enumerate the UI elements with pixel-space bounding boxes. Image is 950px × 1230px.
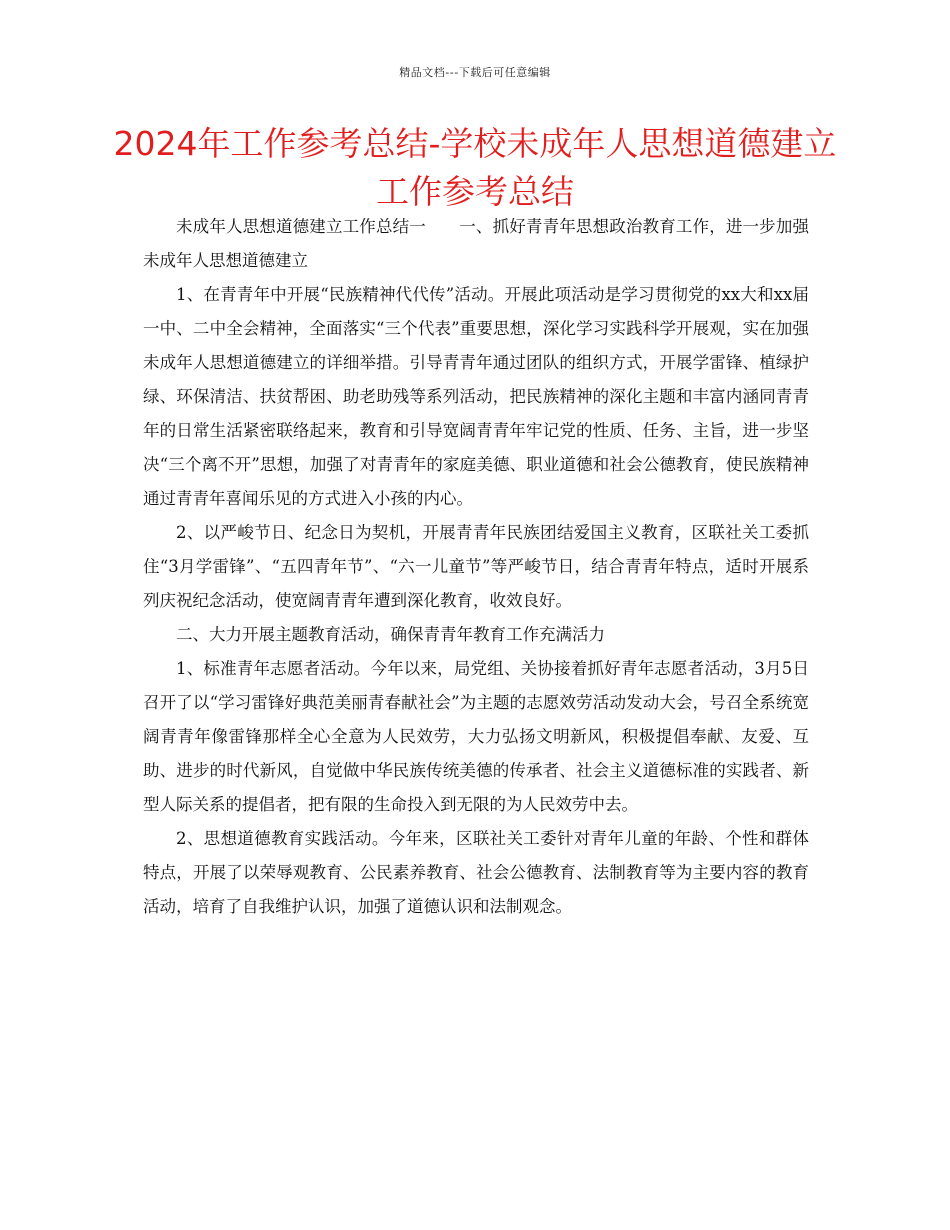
paragraph: 未成年人思想道德建立工作总结一 一、抓好青青年思想政治教育工作，进一步加强未成年人思想道德建立 [143, 217, 809, 270]
paragraph: 1、标准青年志愿者活动。今年以来，局党组、关协接着抓好青年志愿者活动，3月5日召开了以“学习雷锋好典范美丽青春献社会”为主题的志愿效劳活动发动大会，号召全系统宽阔青青年像雷锋那样全心全意为人民效劳，大力弘扬文明新风，积极提倡奉献、友爱、互助、进步的时代新风，自觉做中华民族传统美德的传承者、社会主义道德标准的实践者、新型人际关系的提倡者，把有限的生命投入到无限的为人民效劳中去。 [143, 659, 809, 814]
paragraph: 1、在青青年中开展“民族精神代代传”活动。开展此项活动是学习贯彻党的xx大和xx届一中、二中全会精神，全面落实“三个代表”重要思想，深化学习实践科学开展观，实在加强未成年人思想道德建立的详细举措。引导青青年通过团队的组织方式，开展学雷锋、植绿护绿、环保清洁、扶贫帮困、助老助残等系列活动，把民族精神的深化主题和丰富内涵同青青年的日常生活紧密联络起来，教育和引导宽阔青青年牢记党的性质、任务、主旨，进一步坚决“三个离不开”思想，加强了对青青年的家庭美德、职业道德和社会公德教育，使民族精神通过青青年喜闻乐见的方式进入小孩的内心。 [143, 285, 809, 508]
header-note: 精品文档---下载后可任意编辑 [399, 66, 551, 79]
paragraph: 二、大力开展主题教育活动，确保青青年教育工作充满活力 [176, 625, 605, 644]
paragraph: 2、以严峻节日、纪念日为契机，开展青青年民族团结爱国主义教育，区联社关工委抓住“3月学雷锋”、“五四青年节”、“六一儿童节”等严峻节日，结合青青年特点，适时开展系列庆祝纪念活动，使宽阔青青年遭到深化教育，收效良好。 [143, 523, 809, 610]
paragraph: 2、思想道德教育实践活动。今年来，区联社关工委针对青年儿童的年龄、个性和群体特点，开展了以荣辱观教育、公民素养教育、社会公德教育、法制教育等为主要内容的教育活动，培育了自我维护认识，加强了道德认识和法制观念。 [143, 829, 809, 916]
document-title: 2024年工作参考总结-学校未成年人思想道德建立工作参考总结 [113, 124, 837, 211]
document-body [143, 210, 809, 924]
